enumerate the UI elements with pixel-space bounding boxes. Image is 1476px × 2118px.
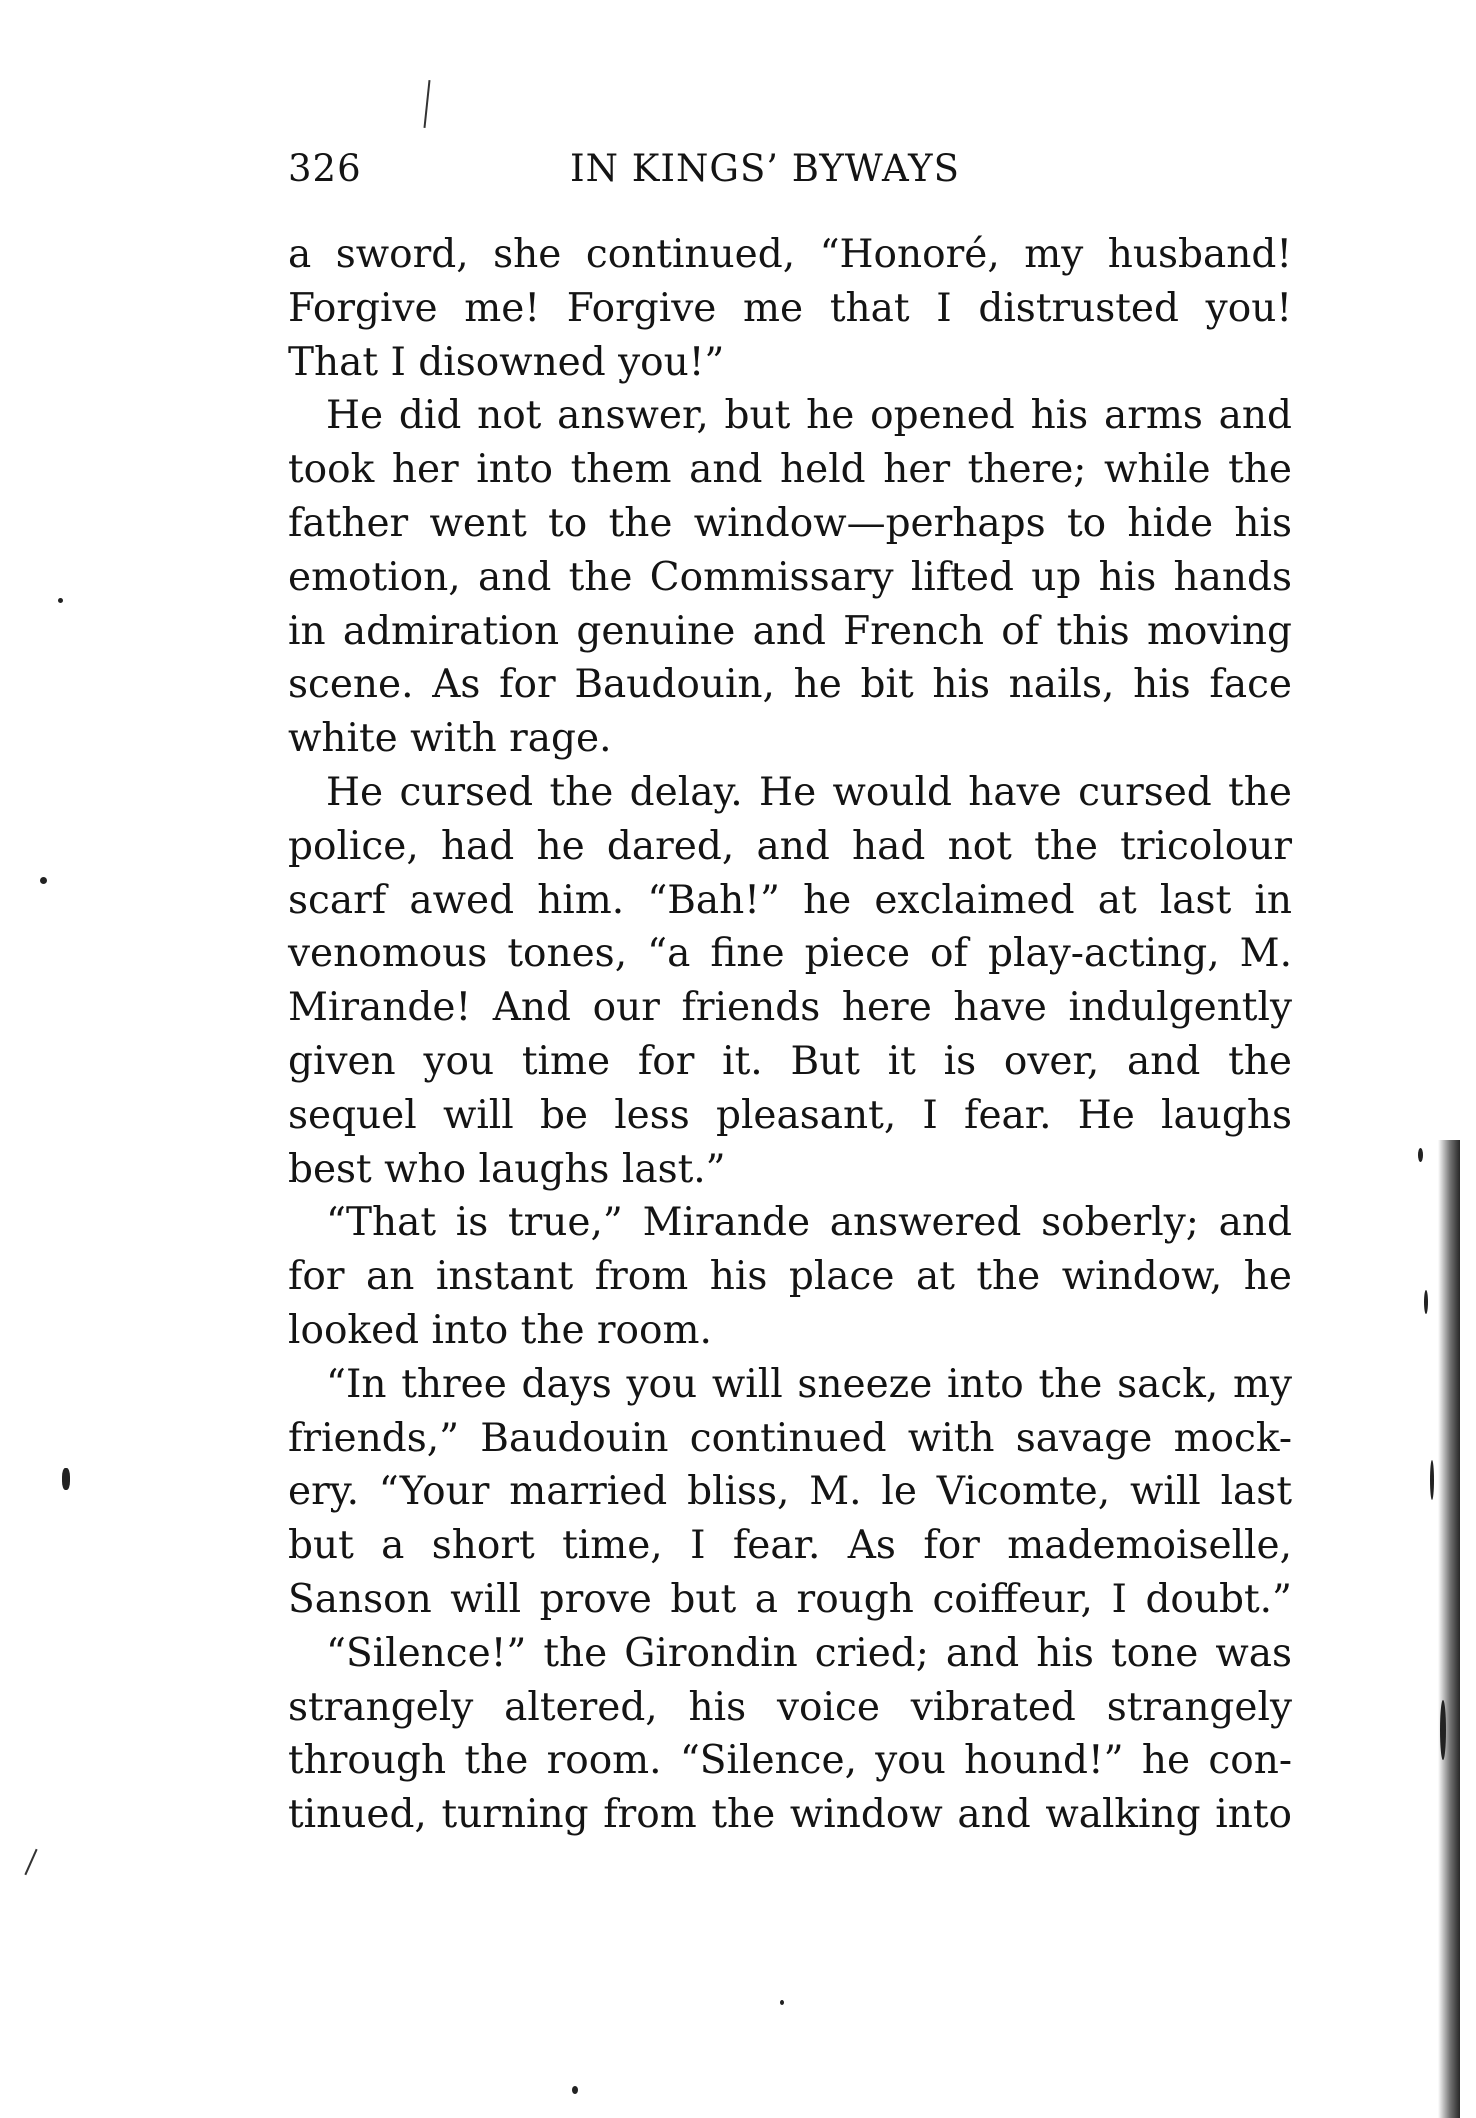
text-line: strangely altered, his voice vibrated strangely [288, 1684, 1292, 1730]
scan-scratch-mark [423, 80, 430, 128]
text-line: Forgive me! Forgive me that I distrusted you! [288, 285, 1292, 331]
text-line: emotion, and the Commissary lifted up his hands [288, 554, 1292, 600]
running-head [288, 142, 1018, 196]
paragraph [288, 1196, 1292, 1357]
paragraph [288, 228, 1292, 389]
text-line: police, had he dared, and had not the tricolour [288, 823, 1292, 869]
text-line: venomous tones, “a fine piece of play-acting, M. [288, 931, 1292, 977]
text-line: for an instant from his place at the window, he [288, 1254, 1292, 1300]
text-line: sequel will be less pleasant, I fear. He laughs [288, 1092, 1292, 1138]
scan-spine-shadow [1438, 1140, 1460, 2118]
paragraph [288, 1627, 1292, 1842]
scan-speck [1418, 1148, 1423, 1162]
body-text [288, 228, 1292, 1842]
text-line: He did not answer, but he opened his arms and [326, 393, 1292, 439]
text-line: ery. “Your married bliss, M. le Vicomte, will last [288, 1469, 1292, 1515]
text-line: but a short time, I fear. As for mademoiselle, [288, 1523, 1292, 1569]
text-line: best who laughs last.” [288, 1146, 726, 1192]
text-line: looked into the room. [288, 1307, 712, 1353]
text-line: tinued, turning from the window and walking into [288, 1792, 1292, 1838]
text-line: through the room. “Silence, you hound!” he con- [288, 1738, 1292, 1784]
text-line: white with rage. [288, 716, 612, 762]
text-line: scene. As for Baudouin, he bit his nails, his face [288, 662, 1292, 708]
paragraph [288, 389, 1292, 766]
scan-speck [572, 2086, 578, 2094]
scan-speck [1424, 1290, 1428, 1314]
text-line: a sword, she continued, “Honoré, my husband! [288, 232, 1292, 277]
text-line: He cursed the delay. He would have cursed the [326, 769, 1292, 815]
text-line: Mirande! And our friends here have indulgently [288, 985, 1292, 1031]
scan-speck [58, 598, 63, 603]
scan-speck [1440, 1700, 1446, 1760]
text-line: friends,” Baudouin continued with savage mock- [288, 1415, 1292, 1461]
book-title: IN KINGS’ BYWAYS [570, 147, 960, 190]
text-line: “In three days you will sneeze into the sack, my [326, 1361, 1292, 1407]
text-line: Sanson will prove but a rough coiffeur, I doubt.” [288, 1576, 1292, 1622]
scan-speck [1430, 1460, 1434, 1500]
text-line: That I disowned you!” [288, 339, 725, 385]
text-line: took her into them and held her there; while the [288, 447, 1292, 493]
scan-speck [62, 1468, 70, 1490]
paragraph [288, 1358, 1292, 1627]
text-line: given you time for it. But it is over, and the [288, 1038, 1292, 1084]
scan-speck [780, 2000, 784, 2005]
text-line: scarf awed him. “Bah!” he exclaimed at last in [288, 877, 1292, 923]
scan-speck [40, 877, 47, 884]
paragraph [288, 766, 1292, 1196]
text-line: father went to the window—perhaps to hide his [288, 500, 1292, 546]
scan-scratch-mark [24, 1849, 37, 1875]
page-number: 326 [288, 147, 362, 190]
text-line: “Silence!” the Girondin cried; and his tone was [326, 1630, 1292, 1676]
text-line: “That is true,” Mirande answered soberly; and [326, 1200, 1292, 1246]
text-line: in admiration genuine and French of this moving [288, 608, 1292, 654]
